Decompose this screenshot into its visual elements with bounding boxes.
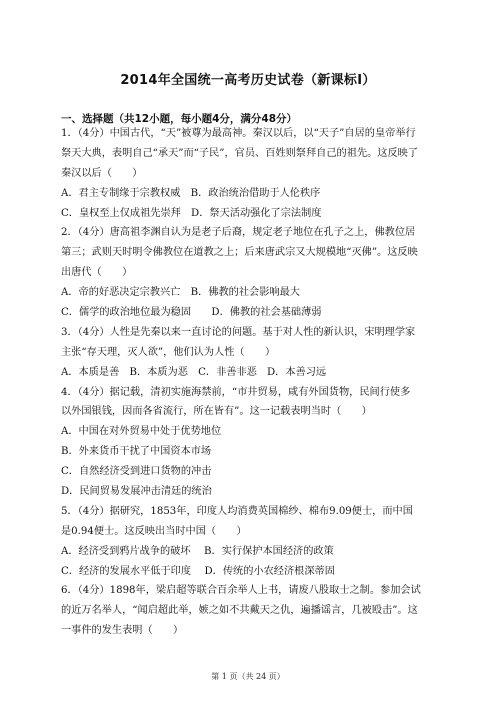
page-footer: 第 1 页（共 24 页） (211, 672, 285, 681)
section-heading: 一、选择题（共12小题，每小题4分，满分48分） (61, 113, 298, 125)
text-line: 第三；武则天时明令佛教位在道教之上；后来唐武宗又大规模地“灭佛”。这反映 (61, 247, 418, 259)
exam-title: 2014年全国统一高考历史试卷（新课标Ⅰ） (120, 73, 376, 88)
text-line: 祭天大典，表明自己“承天”而“子民”，官员、百姓则祭拜自己的祖先。这反映了 (61, 147, 419, 159)
text-line: A．本质是善 B．本质为恶 C．非善非恶 D．本善习远 (61, 366, 327, 378)
text-line: 出唐代（ ） (61, 267, 133, 279)
text-line: D．民间贸易发展冲击清廷的统治 (61, 486, 212, 498)
text-line: 主张“存天理，灭人欲”，他们认为人性（ ） (61, 346, 276, 358)
text-line: 1．（4分）中国古代，“天”被尊为最高神。秦汉以后，以“天子”自居的皇帝举行 (61, 128, 416, 139)
text-line: B．外来货币干扰了中国资本市场 (61, 446, 212, 458)
text-line: C．儒学的政治地位最为稳固 D．佛教的社会基础薄弱 (61, 307, 322, 319)
text-line: 2．（4分）唐高祖李渊自认为是老子后裔，规定老子地位在孔子之上，佛教位居 (61, 227, 416, 239)
text-line: 4．（4分）据记载，清初实施海禁前，“市井贸易，咸有外国货物，民间行使多 (61, 386, 411, 398)
text-line: 5．（4分）据研究，1853年，印度人均消费英国棉纱、棉布9.09便士，而中国 (61, 505, 413, 517)
text-line: 是0.94便士。这反映出当时中国（ ） (61, 525, 247, 537)
text-line: A．君主专制缘于宗教权威 B．政治统治借助于人伦秩序 (61, 187, 321, 199)
question-body (61, 124, 439, 641)
text-line: C．自然经济受到进口货物的冲击 (61, 466, 212, 478)
text-line: 3．（4分）人性是先秦以来一直讨论的问题。基于对人性的新认识，宋明理学家 (61, 326, 416, 338)
text-line: 秦汉以后（ ） (61, 167, 143, 179)
text-line: 6．（4分）1898年，梁启超等联合百余举人上书，请废八股取士之制。参加会试 (61, 585, 421, 597)
text-line: 以外国银钱，因而各省流行，所在皆有”。这一记载表明当时（ ） (61, 406, 372, 418)
text-line: A．中国在对外贸易中处于优势地位 (61, 426, 222, 438)
text-line: A．经济受到鸦片战争的破坏 B．实行保护本国经济的政策 (61, 545, 334, 557)
text-line: C．皇权至上仅成祖先崇拜 D．祭天活动强化了宗法制度 (61, 207, 322, 219)
text-line: A．帝的好恶决定宗教兴亡 B．佛教的社会影响最大 (61, 287, 300, 299)
text-line: 的近万名举人，“闻启超此举，嫉之如不共戴天之仇，遍播谣言，几被殴击”。这 (61, 605, 418, 617)
text-line: C．经济的发展水平低于印度 D．传统的小农经济根深蒂固 (61, 565, 335, 577)
text-line: 一事件的发生表明（ ） (61, 625, 184, 637)
